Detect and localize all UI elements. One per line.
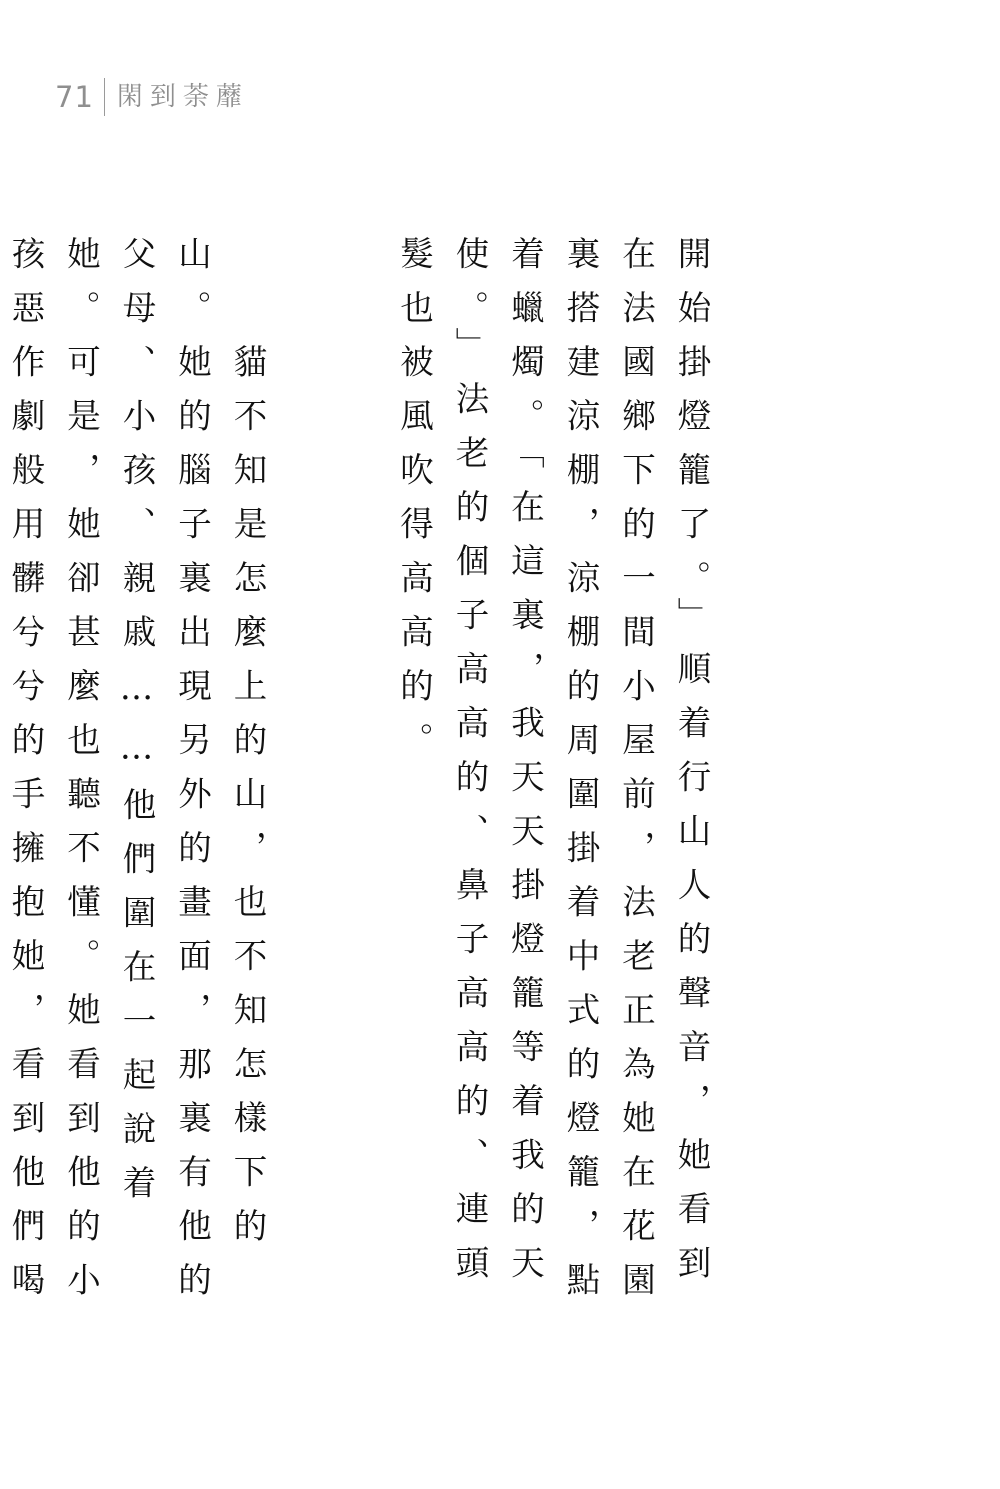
page-number: 71 bbox=[55, 79, 94, 114]
paragraph-1: 開始掛燈籠了。」順着行山人的聲音，她看到在法國鄉下的一間小屋前，法老正為她在花園裏搭建涼棚，涼棚的周圍掛着中式的燈籠，點着蠟燭。「在這裏，我天天掛燈籠等着我的天使。」法老的個子高高的、鼻子高高的、連頭髮也被風吹得高高的。 bbox=[394, 236, 711, 1316]
book-title: 閑到荼蘼 bbox=[116, 82, 249, 112]
header-divider bbox=[104, 78, 105, 116]
page-header bbox=[55, 76, 249, 118]
body-text bbox=[0, 236, 830, 1326]
paragraph-2: 貓不知是怎麼上的山，也不知怎樣下的山。她的腦子裏出現另外的畫面，那裏有他的父母、小孩、親戚……他們圍在一起說着她。可是，她卻甚麼也聽不懂。她看到他的小孩惡作劇般用髒兮兮的手擁抱她，看到他們喝 bbox=[6, 236, 267, 1316]
